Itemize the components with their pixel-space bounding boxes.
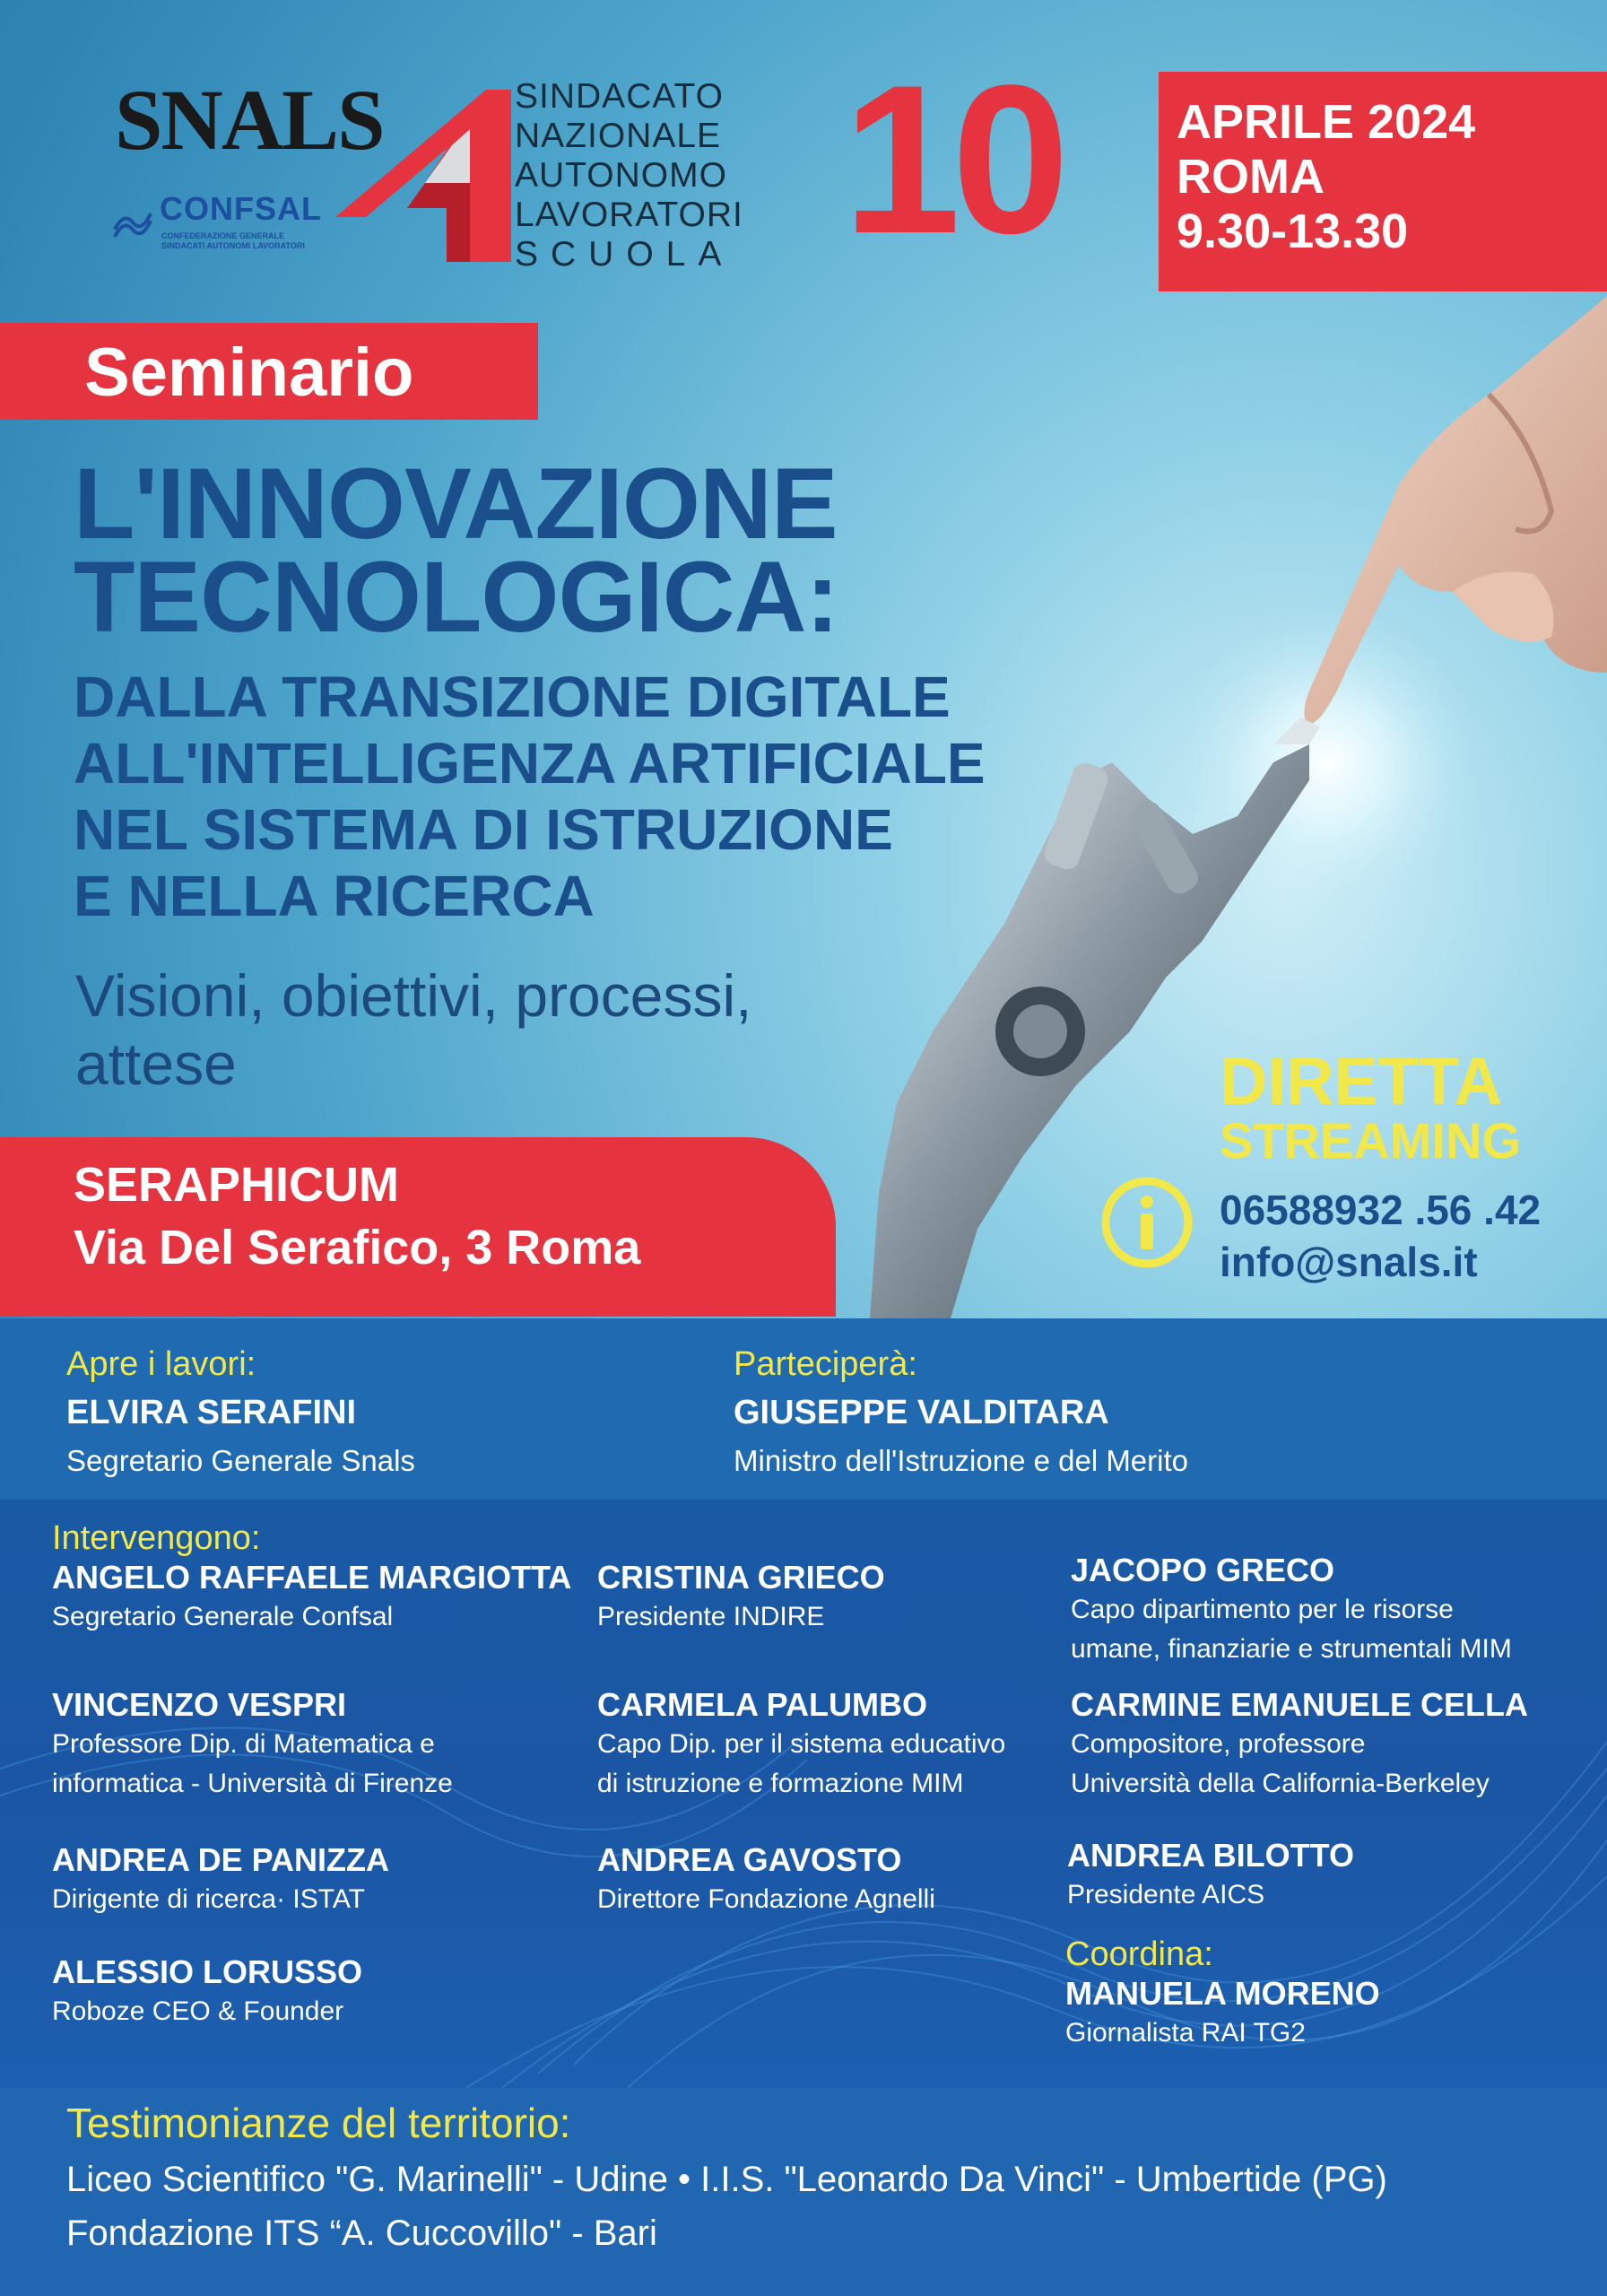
speaker-name: CRISTINA GRIECO — [597, 1559, 885, 1596]
participant-name: GIUSEPPE VALDITARA — [734, 1394, 1109, 1431]
participant-label: Parteciperà: — [734, 1345, 917, 1383]
seminar-tagline: Visioni, obiettivi, processi, attese — [75, 962, 752, 1097]
speaker-name: ANDREA BILOTTO — [1067, 1837, 1354, 1874]
speaker-role: Capo dipartimento per le risorse — [1071, 1595, 1454, 1624]
moderator-label: Coordina: — [1065, 1935, 1213, 1973]
seminar-title: L'INNOVAZIONE TECNOLOGICA: — [74, 448, 838, 653]
confsal-wave-icon — [113, 203, 152, 239]
speakers-label: Intervengono: — [52, 1519, 261, 1557]
participant-role: Ministro dell'Istruzione e del Merito — [734, 1444, 1189, 1477]
seminar-label: Seminario — [84, 335, 414, 411]
speaker-role: di istruzione e formazione MIM — [597, 1769, 964, 1798]
speaker-name: ANDREA GAVOSTO — [597, 1841, 902, 1878]
speaker-role: informatica - Università di Firenze — [52, 1769, 453, 1798]
speaker-name: CARMINE EMANUELE CELLA — [1071, 1686, 1528, 1723]
snals-logo-mark-icon — [335, 83, 515, 271]
speaker-role: Capo Dip. per il sistema educativo — [597, 1729, 1006, 1759]
speaker-name: ALESSIO LORUSSO — [52, 1953, 363, 1990]
speaker-name: ANDREA DE PANIZZA — [52, 1841, 389, 1878]
speaker-name: VINCENZO VESPRI — [52, 1686, 347, 1723]
opening-name: ELVIRA SERAFINI — [66, 1394, 357, 1431]
speaker-role: Presidente AICS — [1067, 1880, 1265, 1909]
testimonial-line: Liceo Scientifico "G. Marinelli" - Udine • I.I.S. "Leonardo Da Vinci" - Umbertide (PG) — [66, 2160, 1387, 2199]
seminar-subtitle: DALLA TRANSIZIONE DIGITALE ALL'INTELLIGENZA ARTIFICIALE NEL SISTEMA DI ISTRUZIONE E NELLA RICERCA — [74, 665, 986, 928]
moderator-role: Giornalista RAI TG2 — [1065, 2018, 1306, 2048]
snals-logo-text: SNALS — [115, 72, 384, 168]
speaker-role: Università della California-Berkeley — [1071, 1769, 1490, 1798]
speaker-role: umane, finanziarie e strumentali MIM — [1071, 1634, 1512, 1664]
speaker-role: Compositore, professore — [1071, 1729, 1366, 1759]
opening-label: Apre i lavori: — [66, 1345, 256, 1383]
confsal-subtitle: CONFEDERAZIONE GENERALE SINDACATI AUTONOMI LAVORATORI — [161, 231, 305, 250]
speaker-role: Direttore Fondazione Agnelli — [597, 1884, 935, 1914]
snals-organization-name: SINDACATO NAZIONALE AUTONOMO LAVORATORI SCUOLA — [515, 77, 743, 274]
speaker-role: Roboze CEO & Founder — [52, 1996, 344, 2026]
testimonials-title: Testimonianze del territorio: — [66, 2100, 571, 2146]
streaming-label-line2: STREAMING — [1220, 1112, 1521, 1169]
speaker-role: Dirigente di ricerca· ISTAT — [52, 1884, 365, 1914]
event-date-box — [1159, 72, 1607, 291]
opening-role: Segretario Generale Snals — [66, 1444, 415, 1477]
testimonial-line: Fondazione ITS “A. Cuccovillo" - Bari — [66, 2213, 657, 2253]
speaker-name: CARMELA PALUMBO — [597, 1686, 927, 1723]
speaker-role: Segretario Generale Confsal — [52, 1602, 394, 1631]
event-day: 10 — [843, 41, 1061, 278]
contact-email[interactable]: info@snals.it — [1220, 1239, 1478, 1285]
speaker-role: Professore Dip. di Matematica e — [52, 1729, 435, 1759]
venue-address: Via Del Serafico, 3 Roma — [74, 1221, 641, 1274]
event-city: ROMA — [1177, 150, 1325, 204]
streaming-label-line1: DIRETTA — [1220, 1044, 1503, 1118]
event-time: 9.30-13.30 — [1177, 204, 1409, 258]
confsal-logo-text: CONFSAL — [160, 190, 322, 227]
moderator-name: MANUELA MORENO — [1065, 1975, 1380, 2012]
info-icon — [1099, 1175, 1194, 1270]
speaker-name: ANGELO RAFFAELE MARGIOTTA — [52, 1559, 572, 1596]
venue-name: SERAPHICUM — [74, 1158, 400, 1212]
speaker-role: Presidente INDIRE — [597, 1602, 825, 1631]
event-month-year: APRILE 2024 — [1177, 95, 1476, 149]
speaker-name: JACOPO GRECO — [1071, 1552, 1335, 1588]
contact-phone[interactable]: 06588932 .56 .42 — [1220, 1187, 1542, 1233]
